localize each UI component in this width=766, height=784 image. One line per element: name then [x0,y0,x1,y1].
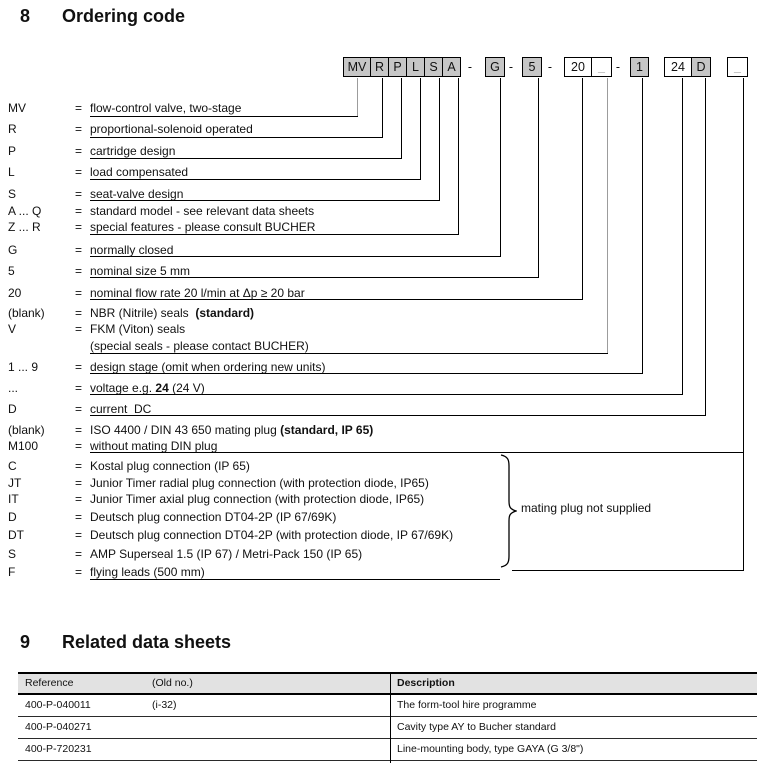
underline [90,179,421,180]
connector-line-mv [357,78,358,116]
code-row-zr: Z ... R = special features - please consult BUCHER [8,220,316,234]
code-row-jt: JT = Junior Timer radial plug connection (with protection diode, IP65) [8,476,429,490]
code-row-5: 5 = nominal size 5 mm [8,264,191,278]
code-box-24: 24 [664,57,692,77]
code-box-mv: MV [343,57,371,77]
connector-line-s [439,78,440,200]
connector-line-design-stage [642,78,643,373]
code-box-r: R [370,57,389,77]
code-row-design-stage: 1 ... 9 = design stage (omit when ordering new units) [8,360,326,374]
table-row [18,739,757,761]
code-row-special-seals: (special seals - please contact BUCHER) [90,339,309,353]
code-box-g: G [485,57,505,77]
code-box-a: A [442,57,461,77]
code-row-mv: MV = flow-control valve, two-stage [8,101,242,115]
underline [90,137,383,138]
code-box-l: L [406,57,425,77]
connector-line-5 [538,78,539,277]
connector-line-l [420,78,421,179]
code-row-s: S = seat-valve design [8,187,184,201]
brace-connector-line [512,570,744,571]
underline [90,353,608,354]
code-box-5: 5 [522,57,542,77]
code-row-fkm: V = FKM (Viton) seals [8,322,186,336]
code-box-blank-seals: _ [591,57,612,77]
section-8-heading [20,6,186,90]
reference-cell: 400-P-040011 [25,699,91,711]
reference-cell: 400-P-040271 [25,721,92,733]
brace-icon [500,454,517,568]
code-row-flying-leads: F = flying leads (500 mm) [8,565,205,579]
code-box-p: P [388,57,407,77]
code-dash: - [615,60,621,74]
table-column-divider [390,674,391,763]
code-row-dt: DT = Deutsch plug connection DT04-2P (with protection diode, IP 67/69K) [8,528,454,542]
table-row [18,717,757,739]
code-box-s: S [424,57,443,77]
connector-line-plug [743,78,744,570]
connector-line-g [500,78,501,256]
table-header-reference: Reference [25,677,74,689]
code-row-iso-plug: (blank) = ISO 4400 / DIN 43 650 mating plug (standard, IP 65) [8,423,374,437]
connector-line-voltage [682,78,683,394]
section-8-title: Ordering code [62,6,186,26]
code-row-p: P = cartridge design [8,144,176,158]
code-row-r: R = proportional-solenoid operated [8,122,253,136]
underline [90,234,459,235]
code-box-blank-plug: _ [727,57,748,77]
code-box-1: 1 [630,57,649,77]
reference-cell: 400-P-720231 [25,743,92,755]
connector-line-r [382,78,383,137]
connector-line-seals [607,78,608,353]
underline [90,579,500,580]
code-row-m100: M100 = without mating DIN plug [8,439,218,453]
code-row-kostal: C = Kostal plug connection (IP 65) [8,459,250,473]
description-cell: The form-tool hire programme [397,699,537,711]
code-box-20: 20 [564,57,592,77]
table-header-description: Description [397,677,455,689]
code-row-it: IT = Junior Timer axial plug connection (with protection diode, IP65) [8,492,425,506]
code-desc: flow-control valve, two-stage [90,101,242,115]
mating-plug-note: mating plug not supplied [521,501,652,515]
code-row-current: D = current DC [8,402,152,416]
code-box-d: D [691,57,711,77]
table-header-old-no: (Old no.) [152,677,193,689]
section-9-number: 9 [20,632,31,652]
code-row-aq: A ... Q = standard model - see relevant data sheets [8,204,315,218]
underline [90,116,358,117]
section-9-title: Related data sheets [62,632,232,652]
connector-line-20 [582,78,583,299]
underline [90,415,706,416]
table-header-row [18,674,757,695]
code-label: MV [8,101,26,115]
code-dash: - [508,60,514,74]
table-row [18,695,757,717]
code-row-nbr: (blank) = NBR (Nitrile) seals (standard) [8,306,255,320]
section-8-number: 8 [20,6,31,26]
related-data-sheets-table [18,672,757,761]
connector-line-a [458,78,459,234]
code-row-20: 20 = nominal flow rate 20 l/min at Δp ≥ 20 bar [8,286,305,300]
connector-line-current [705,78,706,415]
old-no-cell: (i-32) [152,699,177,711]
code-row-amp: S = AMP Superseal 1.5 (IP 67) / Metri-Pack 150 (IP 65) [8,547,363,561]
description-cell: Line-mounting body, type GAYA (G 3/8") [397,743,584,755]
code-dash: - [467,60,473,74]
description-cell: Cavity type AY to Bucher standard [397,721,556,733]
code-dash: - [547,60,553,74]
code-row-l: L = load compensated [8,165,189,179]
code-row-deutsch: D = Deutsch plug connection DT04-2P (IP 67/69K) [8,510,337,524]
code-row-g: G = normally closed [8,243,174,257]
connector-line-p [401,78,402,158]
code-row-voltage: ... = voltage e.g. 24 (24 V) [8,381,205,395]
underline [90,158,402,159]
